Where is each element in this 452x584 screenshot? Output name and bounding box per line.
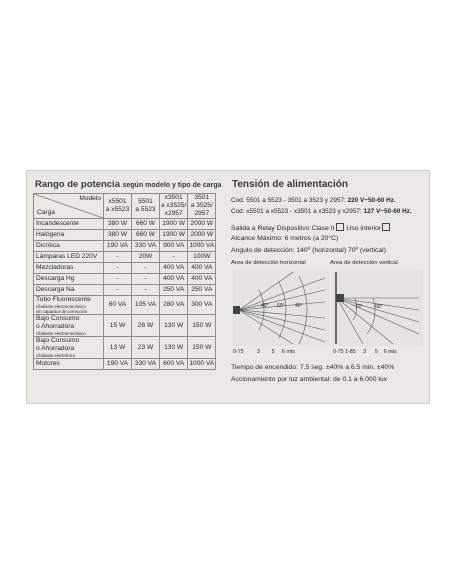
detection-angle: Angulo de detección: 140º (horizontal) 70º (vertical) xyxy=(231,247,386,254)
vertical-axis: 0-75 1-85 3 5 6 mts xyxy=(333,349,397,355)
table-row: Dicróica 190 VA 330 VA 900 VA 1000 VA xyxy=(34,241,216,252)
carga-label: Carga xyxy=(37,209,55,216)
table-row: Incandescente 380 W 660 W 1900 W 2000 W xyxy=(34,219,216,230)
class-ii-icon xyxy=(336,223,344,231)
table-row: Tubo Fluorescente c/balasto electromecánico sin capacitor de corrección 60 VA 105 VA 280 VA 300 VA xyxy=(34,296,216,315)
col-header-2: 5501 a 5523 xyxy=(132,194,160,219)
col-header-1: x5501 a x5523 xyxy=(104,194,132,219)
angle-label: 70° xyxy=(355,304,363,310)
horizontal-area-label: Area de detección horizontal xyxy=(231,260,306,266)
spec-panel xyxy=(26,170,430,404)
angle-label: 40° xyxy=(261,303,269,309)
ambient-light: Accionamiento por luz ambiental: de 0.1 a 6.000 lux xyxy=(231,376,388,383)
voltage-220: Cod. 5501 a 5523 - 3501 a 3523 y 2957: 220 V~50-60 Hz. xyxy=(231,197,396,204)
vertical-detection-diagram xyxy=(333,270,423,346)
power-range-title xyxy=(35,179,221,190)
table-row: Motores 190 VA 330 VA 600 VA 1000 VA xyxy=(34,359,216,370)
max-range: Alcance Máximo: 6 metros (a 20°C) xyxy=(231,235,339,242)
voltage-title: Tensión de alimentación xyxy=(232,179,348,190)
col-header-4: 3501 a 3525/ 2957 xyxy=(188,194,216,219)
indoor-icon xyxy=(382,223,390,231)
table-row: Descarga Hg - - 400 VA 400 VA xyxy=(34,274,216,285)
model-load-header xyxy=(34,194,104,219)
horizontal-axis: 0-75 3 5 6 mts xyxy=(233,349,295,355)
table-row: Halógena 380 W 660 W 1900 W 2000 W xyxy=(34,230,216,241)
voltage-127: Cod. x5501 a x5523 - x3501 a x3523 y x2957: 127 V~50-60 Hz. xyxy=(231,208,412,215)
table-row: Mezcladoras - - 400 VA 400 VA xyxy=(34,263,216,274)
power-table xyxy=(33,193,216,370)
modelo-label: Modelo xyxy=(79,195,101,202)
table-row: Descarga Na - - 250 VA 250 VA xyxy=(34,285,216,296)
table-row: Bajo Consumo o Ahorradora c/balasto electrónico 13 W 23 W 130 W 150 W xyxy=(34,337,216,359)
horizontal-detection-diagram xyxy=(233,270,329,346)
power-range-subheading: según modelo y tipo de carga xyxy=(122,182,222,189)
angle-label: 60° xyxy=(277,303,285,309)
angle-label: 60° xyxy=(375,304,383,310)
table-row: Lámparas LED 220V - 20W - 100W xyxy=(34,252,216,263)
table-row: Bajo Consumo o Ahorradora c/balasto electromecánico 15 W 26 W 130 W 150 W xyxy=(34,315,216,337)
vertical-area-label: Area de detección vertical xyxy=(330,260,398,266)
on-time: Tiempo de encendido: 7.5 seg. ±40% a 6.5 min. ±40% xyxy=(231,364,395,371)
table-header-row xyxy=(34,194,216,219)
angle-label: 40° xyxy=(295,303,303,309)
col-header-3: x3501 a x3525/ x2957 xyxy=(161,194,187,217)
power-range-heading: Rango de potencia xyxy=(35,179,120,190)
relay-line: Salida a Relay Dispositivo Clase II Uso interior xyxy=(231,223,391,232)
